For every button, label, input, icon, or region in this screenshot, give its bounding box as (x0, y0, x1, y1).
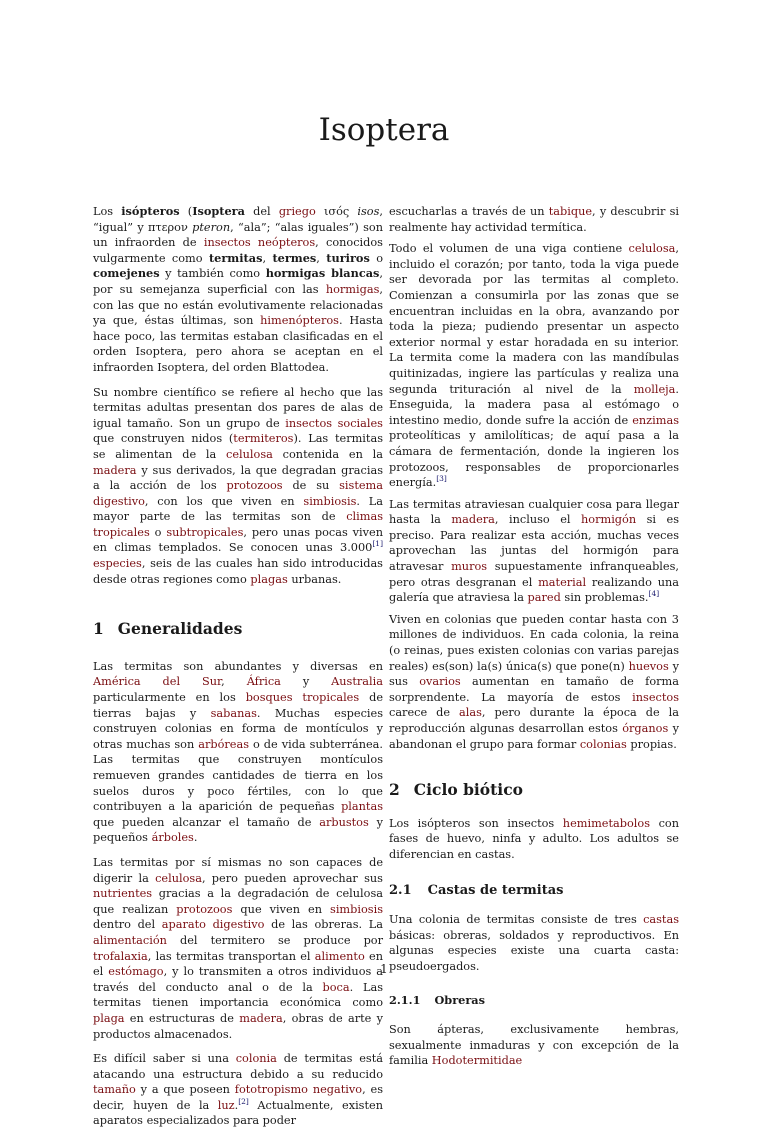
paragraph-atraviesan: Las termitas atraviesan cualquier cosa para llegar hasta la madera, incluso el hormigón si es preciso. Para realizar esta acción, muchas veces aprovechan las juntas del hormigón para atravesar muros supuestamente infranqueables, pero otras desgranan el material realizando una galería que atraviesa la pared sin problemas.[4] (389, 497, 679, 605)
link-celulosa-3[interactable]: celulosa (628, 242, 676, 256)
link-hodotermitidae[interactable]: Hodotermitidae (431, 1054, 523, 1068)
link-alimentacion[interactable]: alimentación (93, 933, 167, 947)
link-himenopteros[interactable]: himenópteros (260, 314, 339, 328)
link-bosques-tropicales[interactable]: bosques tropicales (245, 691, 360, 705)
paragraph-generalidades-3: Es difícil saber si una colonia de termitas está atacando una estructura debido a su reducido tamaño y a que poseen fototropismo negativo, es decir, huyen de la luz.[2] Actualmente, existen aparatos especializados para poder (93, 1052, 383, 1128)
citation-1[interactable]: [1] (372, 539, 383, 549)
link-arbustos[interactable]: arbustos (319, 815, 369, 829)
link-simbiosis-2[interactable]: simbiosis (330, 902, 383, 916)
link-protozoos-2[interactable]: protozoos (176, 902, 233, 916)
link-nutrientes[interactable]: nutrientes (93, 887, 153, 901)
paragraph-generalidades-2: Las termitas por sí mismas no son capaces de digerir la celulosa, pero pueden aprovechar sus nutrientes gracias a la degradación de celulosa que realizan protozoos que viven en simbiosis dentro del aparato digestivo de las obreras. La alimentación del termitero se produce por trofalaxia, las termitas transportan el alimento en el estómago, y lo transmiten a otros individuos a través del conducto anal o de la boca. Las termitas tienen importancia económica como plaga en estructuras de madera, obras de arte y productos almacenados. (93, 855, 384, 1041)
link-protozoos[interactable]: protozoos (226, 479, 283, 493)
link-madera-3[interactable]: madera (451, 513, 495, 527)
link-griego[interactable]: griego (278, 205, 316, 218)
link-pared[interactable]: pared (527, 591, 561, 605)
section-heading-ciclo-biotico: 2 Ciclo biótico (389, 780, 523, 800)
link-subtropicales[interactable]: subtropicales (166, 525, 244, 539)
link-fototropismo-negativo[interactable]: fototropismo negativo (234, 1083, 363, 1097)
link-celulosa[interactable]: celulosa (226, 447, 273, 461)
link-insectos[interactable]: insectos (632, 690, 679, 704)
citation-3[interactable]: [3] (436, 474, 447, 484)
link-plantas[interactable]: plantas (341, 800, 383, 814)
link-colonias[interactable]: colonias (579, 737, 627, 751)
link-luz[interactable]: luz (217, 1098, 235, 1112)
link-plaga[interactable]: plaga (93, 1011, 125, 1025)
subsection-heading-castas: 2.1 Castas de termitas (389, 882, 564, 898)
paragraph-nombre-cientifico: Su nombre científico se refiere al hecho que las termitas adultas presentan dos pares de alas de igual tamaño. Son un grupo de insectos sociales que construyen nidos (termiteros). Las termitas se alimentan de la celulosa contenida en la madera y sus derivados, la que degradan gracias a la acción de los protozoos de su sistema digestivo, con los que viven en simbiosis. La mayor parte de las termitas son de climas tropicales o subtropicales, pero unas pocas viven en climas templados. Se conocen unas 3.000[1] especies, seis de las cuales han sido introducidas desde otras regiones como plagas urbanas. (93, 385, 384, 586)
paragraph-generalidades-1: Las termitas son abundantes y diversas en América del Sur, África y Australia particularmente en los bosques tropicales de tierras bajas y sabanas. Muchas especies construyen colonias en forma de montículos y otras muchas son arbóreas o de vida subterránea. Las termitas que construyen montículos remueven grandes cantidades de tierra en los suelos duros y poco fértiles, con lo que contribuyen a la aparición de pequeñas plantas que pueden alcanzar el tamaño de arbustos y pequeños árboles. (93, 659, 384, 845)
link-alas[interactable]: alas (459, 706, 482, 720)
right-column (389, 204, 679, 1078)
link-climas-tropicales[interactable]: climas tropicales (93, 510, 383, 539)
left-column (93, 204, 383, 1138)
page-title: Isoptera (318, 112, 450, 148)
link-sabanas[interactable]: sabanas (210, 706, 257, 720)
link-simbiosis[interactable]: simbiosis (303, 494, 357, 508)
link-aparato-digestivo[interactable]: aparato digestivo (161, 918, 265, 932)
link-america-del-sur[interactable]: América del Sur (93, 675, 222, 689)
link-trofalaxia[interactable]: trofalaxia (93, 949, 148, 963)
link-insectos-neopteros[interactable]: insectos neópteros (203, 236, 316, 250)
paragraph-obreras: Son ápteras, exclusivamente hembras, sexualmente inmaduras y con excepción de la familia Hodotermitidae (389, 1023, 679, 1068)
link-plagas[interactable]: plagas (250, 572, 288, 586)
link-insectos-sociales[interactable]: insectos sociales (285, 416, 383, 430)
link-material[interactable]: material (538, 575, 587, 589)
link-celulosa-2[interactable]: celulosa (155, 871, 202, 885)
link-arboreas[interactable]: arbóreas (198, 737, 250, 751)
link-castas[interactable]: castas (643, 913, 679, 927)
link-madera[interactable]: madera (93, 463, 137, 477)
link-termiteros[interactable]: termiteros (233, 432, 294, 446)
link-muros[interactable]: muros (451, 560, 488, 574)
link-alimento[interactable]: alimento (314, 949, 365, 963)
paragraph-ciclo-biotico: Los isópteros son insectos hemimetabolos con fases de huevo, ninfa y adulto. Los adultos se diferencian en castas. (389, 816, 679, 861)
link-enzimas[interactable]: enzimas (632, 413, 679, 427)
paragraph-viga: Todo el volumen de una viga contiene celulosa, incluido el corazón; por tanto, toda la viga puede ser devorada por las termitas al completo. Comienzan a consumirla por las zonas que se encuentran incluidas en la obra, avanzando por toda la pieza; pudiendo presentar un aspecto exterior normal y estar horadada en su interior. La termita come la madera con las mandíbulas quitinizadas, ingiere las partículas y realiza una segunda trituración al nivel de la molleja. Enseguida, la madera pasa al estómago o intestino medio, donde sufre la acción de enzimas proteolíticas y amilolíticas; de aquí pasa a la cámara de fermentación, donde la ingieren los protozoos, responsables de proporcionarles energía.[3] (389, 242, 679, 490)
paragraph-colonias: Viven en colonias que pueden contar hasta con 3 millones de individuos. En cada colonia, la reina (o reinas, pues existen colonias con varias parejas reales) es(son) la(s) única(s) que pone(n) huevos y sus ovarios aumentan en tamaño de forma sorprendente. La mayoría de estos insectos carece de alas, pero durante la época de la reproducción algunas desarrollan estos órganos y abandonan el grupo para formar colonias propias. (389, 612, 679, 751)
link-molleja[interactable]: molleja (633, 382, 676, 396)
link-tabique[interactable]: tabique (548, 205, 593, 218)
link-organos[interactable]: órganos (622, 722, 669, 735)
page-number: 1 (380, 962, 388, 976)
link-colonia[interactable]: colonia (235, 1052, 277, 1066)
link-australia[interactable]: Australia (331, 675, 383, 689)
link-hormigas[interactable]: hormigas (325, 282, 380, 296)
link-huevos[interactable]: huevos (628, 659, 669, 673)
link-madera-2[interactable]: madera (239, 1011, 283, 1025)
paragraph-castas: Una colonia de termitas consiste de tres castas básicas: obreras, soldados y reproductivos. En algunas especies existe una cuarta casta: pseudoergados. (389, 913, 679, 973)
citation-4[interactable]: [4] (648, 589, 660, 599)
paragraph-continued: escucharlas a través de un tabique, y descubrir si realmente hay actividad termítica. (389, 205, 679, 234)
link-sistema-digestivo[interactable]: sistema digestivo (93, 479, 383, 508)
link-ovarios[interactable]: ovarios (419, 675, 461, 689)
link-tamano[interactable]: tamaño (93, 1083, 136, 1097)
link-africa[interactable]: África (246, 675, 281, 689)
link-arboles[interactable]: árboles (151, 831, 194, 845)
link-especies[interactable]: especies (93, 557, 142, 571)
link-hormigon[interactable]: hormigón (581, 513, 637, 527)
subsubsection-heading-obreras: 2.1.1 Obreras (389, 992, 485, 1007)
intro-paragraph: Los isópteros (Isoptera del griego ισός isos, “igual” y πτερον pteron, “ala”; “alas iguales”) son un infraorden de insectos neópteros, conocidos vulgarmente como termitas, termes, turiros o comejenes y también como hormigas blancas, por su semejanza superficial con las hormigas, con las que no están evolutivamente relacionadas ya que, éstas últimas, son himenópteros. Hasta hace poco, las termitas estaban clasificadas en el orden Isoptera, pero ahora se aceptan en el infraorden Isoptera, del orden Blattodea. (93, 204, 384, 374)
link-estomago[interactable]: estómago (108, 965, 164, 979)
link-hemimetabolos[interactable]: hemimetabolos (562, 816, 651, 830)
link-boca[interactable]: boca (322, 980, 350, 994)
section-heading-generalidades: 1 Generalidades (93, 619, 243, 639)
citation-2[interactable]: [2] (238, 1096, 249, 1106)
